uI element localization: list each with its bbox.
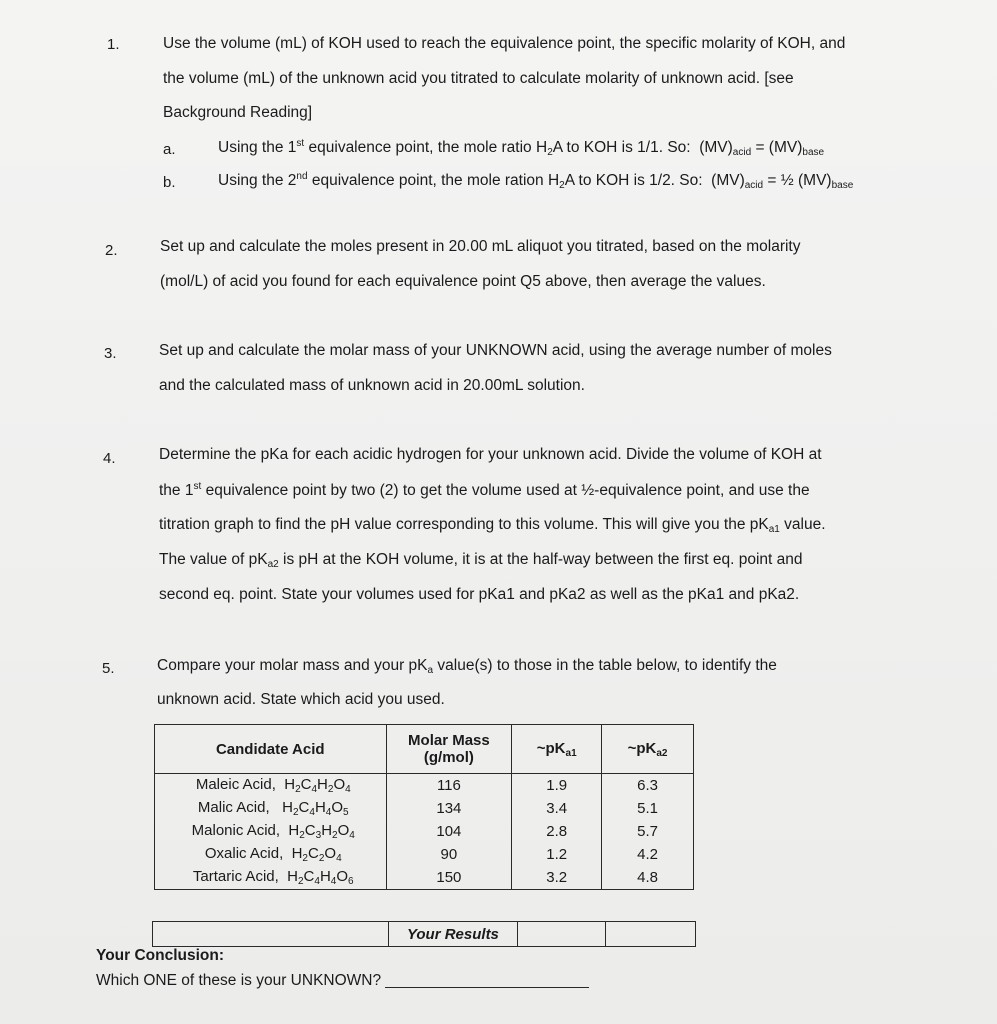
question-text: the 1st equivalence point by two (2) to get the volume used at ½-equivalence point, and use the xyxy=(159,481,810,499)
question-text: the volume (mL) of the unknown acid you titrated to calculate molarity of unknown acid. [see xyxy=(163,70,794,87)
header-candidate-acid: Candidate Acid xyxy=(155,725,387,774)
subitem-text: Using the 1st equivalence point, the mole ratio $H_2A$ to KOH is 1/1. So: $(MV)_{acid} = (MV)_{base}$ xyxy=(218,138,825,158)
acid-name-cell: Malic Acid, $H_2C_4H_4O_5$ xyxy=(155,797,387,820)
question-text: unknown acid. State which acid you used. xyxy=(157,691,445,708)
molar-mass-cell: 104 xyxy=(386,820,512,843)
answer-blank[interactable] xyxy=(385,987,589,988)
question-text: Background Reading] xyxy=(163,104,313,121)
conclusion-title: Your Conclusion: xyxy=(96,947,225,964)
pka1-cell: 3.2 xyxy=(512,866,602,890)
molar-mass-cell: 116 xyxy=(386,774,512,798)
question-number: 5. xyxy=(102,660,115,677)
question-text: and the calculated mass of unknown acid in 20.00mL solution. xyxy=(159,377,585,394)
pka2-cell: 4.8 xyxy=(602,866,694,890)
acid-name-cell: Malonic Acid, $H_2C_3H_2O_4$ xyxy=(155,820,387,843)
your-results-table xyxy=(152,921,696,947)
pka1-cell: 2.8 xyxy=(512,820,602,843)
pka1-cell: 1.2 xyxy=(512,843,602,866)
question-text: The value of $pK_{a2}$ is pH at the KOH volume, it is at the half-way between the first eq. point and xyxy=(159,551,803,570)
question-number: 1. xyxy=(107,36,120,53)
molar-mass-cell: 90 xyxy=(386,843,512,866)
table-header-row xyxy=(155,725,694,774)
question-number: 2. xyxy=(105,242,118,259)
acid-name-cell: Tartaric Acid, $H_2C_4H_4O_6$ xyxy=(155,866,387,890)
table-row xyxy=(155,820,694,843)
conclusion-question: Which ONE of these is your UNKNOWN? xyxy=(96,972,589,990)
pka1-cell: 1.9 xyxy=(512,774,602,798)
pka2-cell: 4.2 xyxy=(602,843,694,866)
question-number: 3. xyxy=(104,345,117,362)
pka1-cell: 3.4 xyxy=(512,797,602,820)
header-molar-mass: Molar Mass (g/mol) xyxy=(386,725,512,774)
question-text: Compare your molar mass and your $pK_a$ value(s) to those in the table below, to identify the xyxy=(157,657,777,676)
results-blank-cell[interactable] xyxy=(153,922,389,947)
question-text: (mol/L) of acid you found for each equivalence point Q5 above, then average the values. xyxy=(160,273,766,290)
table-row xyxy=(155,843,694,866)
question-text: titration graph to find the pH value corresponding to this volume. This will give you the $pK_{a1}$ value. xyxy=(159,516,826,535)
results-label: Your Results xyxy=(388,922,518,947)
header-pka1: $\sim pK_{a1}$ xyxy=(512,725,602,774)
acid-name-cell: Oxalic Acid, $H_2C_2O_4$ xyxy=(155,843,387,866)
pka2-cell: 5.7 xyxy=(602,820,694,843)
question-number: 4. xyxy=(103,450,116,467)
question-text: second eq. point. State your volumes used for pKa1 and pKa2 as well as the pKa1 and pKa2. xyxy=(159,586,800,603)
pka2-cell: 5.1 xyxy=(602,797,694,820)
question-text: Set up and calculate the molar mass of your UNKNOWN acid, using the average number of moles xyxy=(159,342,832,359)
subitem-label: a. xyxy=(163,141,176,158)
table-row xyxy=(155,797,694,820)
header-pka2: $\sim pK_{a2}$ xyxy=(602,725,694,774)
results-blank-cell[interactable] xyxy=(518,922,606,947)
question-text: Use the volume (mL) of KOH used to reach the equivalence point, the specific molarity of KOH, and xyxy=(163,35,846,52)
question-text: Determine the pKa for each acidic hydrogen for your unknown acid. Divide the volume of KOH at xyxy=(159,446,822,463)
molar-mass-cell: 150 xyxy=(386,866,512,890)
pka2-cell: 6.3 xyxy=(602,774,694,798)
table-row xyxy=(155,866,694,890)
results-row xyxy=(153,922,696,947)
molar-mass-cell: 134 xyxy=(386,797,512,820)
results-blank-cell[interactable] xyxy=(606,922,696,947)
table-row xyxy=(155,774,694,798)
acid-name-cell: Maleic Acid, $H_2C_4H_2O_4$ xyxy=(155,774,387,798)
subitem-label: b. xyxy=(163,174,176,191)
subitem-text: Using the 2nd equivalence point, the mole ration $H_2A$ to KOH is 1/2. So: $(MV)_{acid}$ = ½ $(MV)_{base}$ xyxy=(218,171,854,191)
candidate-acid-table xyxy=(154,724,694,890)
question-text: Set up and calculate the moles present in 20.00 mL aliquot you titrated, based on the molarity xyxy=(160,238,801,255)
